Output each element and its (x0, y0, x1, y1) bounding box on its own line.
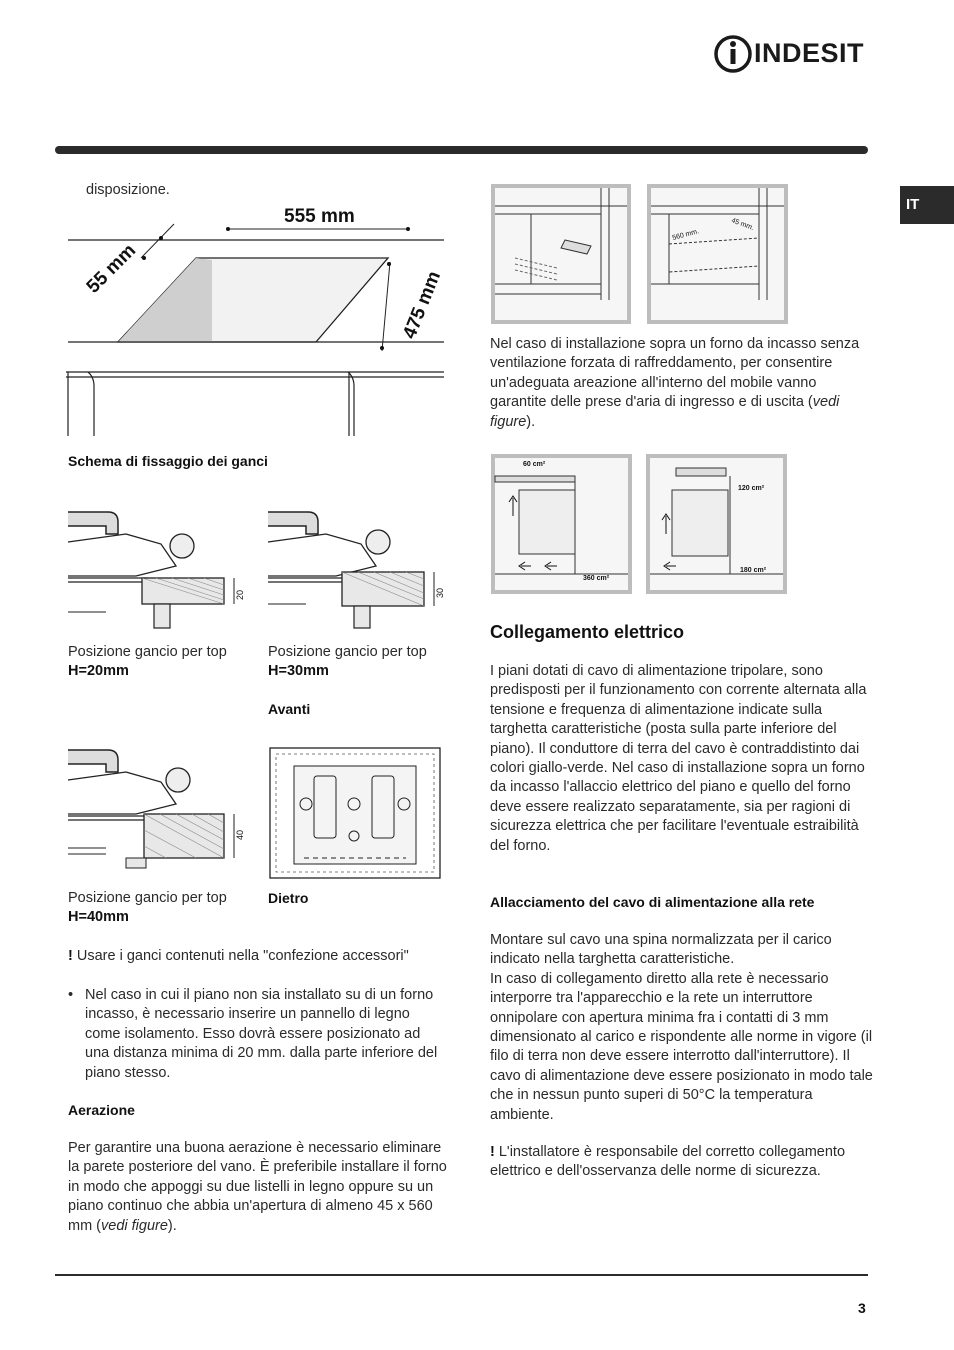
ventilation-figure-2 (646, 454, 787, 594)
hook-40-caption: Posizione gancio per top H=40mm (68, 890, 227, 926)
hooks-heading: Schema di fissaggio dei ganci (68, 453, 268, 469)
electrical-heading: Collegamento elettrico (490, 622, 685, 642)
cutout-dimension-figure (66, 200, 448, 436)
footer-rule (55, 1274, 868, 1276)
electrical-text: I piani dotati di cavo di alimentazione tripolare, sono predisposti per il funzionamento con corrente alternata alla tensione e frequenza di alimentazione indicate sulla targhetta caratteristiche (posta sulla parte inferiore del piano). Il conduttore di terra del cavo è contraddistinto dai colori giallo-verde. Nel caso di installazione sopra un forno da incasso l'allaccio elettrico del piano e quello del forno deve essere realizzato separatamente, sia per ragioni di sicurezza elettrica che per facilitare l'eventuale estraibilità del forno. (490, 663, 867, 854)
hook-figure-30 (266, 504, 448, 630)
cabinet-label-45: 45 mm. (730, 217, 755, 232)
ventilation-figure-1 (491, 454, 632, 594)
cabinet-label-560: 560 mm. (671, 228, 700, 242)
brand-logo (714, 34, 870, 74)
page-number: 3 (858, 1300, 866, 1316)
back-label: Dietro (268, 890, 309, 906)
hook-40-dim: 40 (235, 829, 245, 840)
dim-margin-label: 55 mm (82, 240, 141, 298)
hook-20-dim: 20 (235, 589, 245, 600)
aeration-heading: Aerazione (68, 1102, 135, 1118)
brand-name: INDESIT (754, 38, 865, 68)
vent2-top-label: 120 cm² (738, 485, 765, 492)
intro-text: disposizione. (86, 182, 170, 198)
ventilation-text: Nel caso di installazione sopra un forno da incasso senza ventilazione forzata di raffreddamento, per consentire un'adeguata areazione all'interno del mobile vanno garantite delle prese d'aria di ingresso e di uscita (vedi figure). (490, 336, 860, 430)
cabinet-figure-1 (491, 184, 631, 324)
hook-figure-40 (66, 742, 248, 870)
dim-depth-label: 475 mm (399, 268, 446, 342)
hob-back-view-figure (268, 746, 442, 880)
hook-figure-20 (66, 504, 248, 630)
cabinet-figure-2 (647, 184, 788, 324)
vent1-bottom-label: 360 cm² (583, 575, 610, 582)
language-tab: IT (900, 186, 954, 224)
mains-heading: Allacciamento del cavo di alimentazione alla rete (490, 894, 815, 910)
accessories-warning: ! Usare i ganci contenuti nella "confezione accessori" (68, 948, 409, 964)
header-rule (55, 146, 868, 154)
aeration-text: Per garantire una buona aerazione è necessario eliminare la parete posteriore del vano. È preferibile installare il forno in modo che appoggi su due listelli in legno oppure su un piano continuo che abbia un'apertura di almeno 45 x 560 mm (vedi figure). (68, 1140, 447, 1234)
front-label: Avanti (268, 701, 311, 717)
brand-logo-icon (714, 34, 752, 74)
vent2-bottom-label: 180 cm² (740, 567, 767, 574)
mains-text: Montare sul cavo una spina normalizzata per il carico indicato nella targhetta caratteristiche. In caso di collegamento diretto alla rete è necessario interporre tra l'apparecchio e la rete un interruttore onnipolare con apertura minima fra i contatti di 3 mm dimensionato al carico e rispondente alle norme in vigore (il filo di terra non deve essere interrotto dall'interruttore). Il cavo di alimentazione deve essere posizionato in modo tale che in nessun punto superi di 50°C la temperatura ambiente. (490, 932, 873, 1123)
installer-warning: ! L'installatore è responsabile del corretto collegamento elettrico e dell'osservanza delle norme di sicurezza. (490, 1144, 846, 1180)
vent1-top-label: 60 cm² (523, 461, 546, 468)
hook-30-dim: 30 (435, 587, 445, 598)
insulation-bullet: • Nel caso in cui il piano non sia installato su di un forno incasso, è necessario inserire un pannello di legno come isolamento. Esso dovrà essere posizionato ad una distanza minima di 20 mm. dalla parte inferiore del piano stesso. (68, 987, 438, 1081)
hook-30-caption: Posizione gancio per top H=30mm (268, 644, 427, 680)
dim-width-label: 555 mm (284, 206, 355, 227)
hook-20-caption: Posizione gancio per top H=20mm (68, 644, 227, 680)
